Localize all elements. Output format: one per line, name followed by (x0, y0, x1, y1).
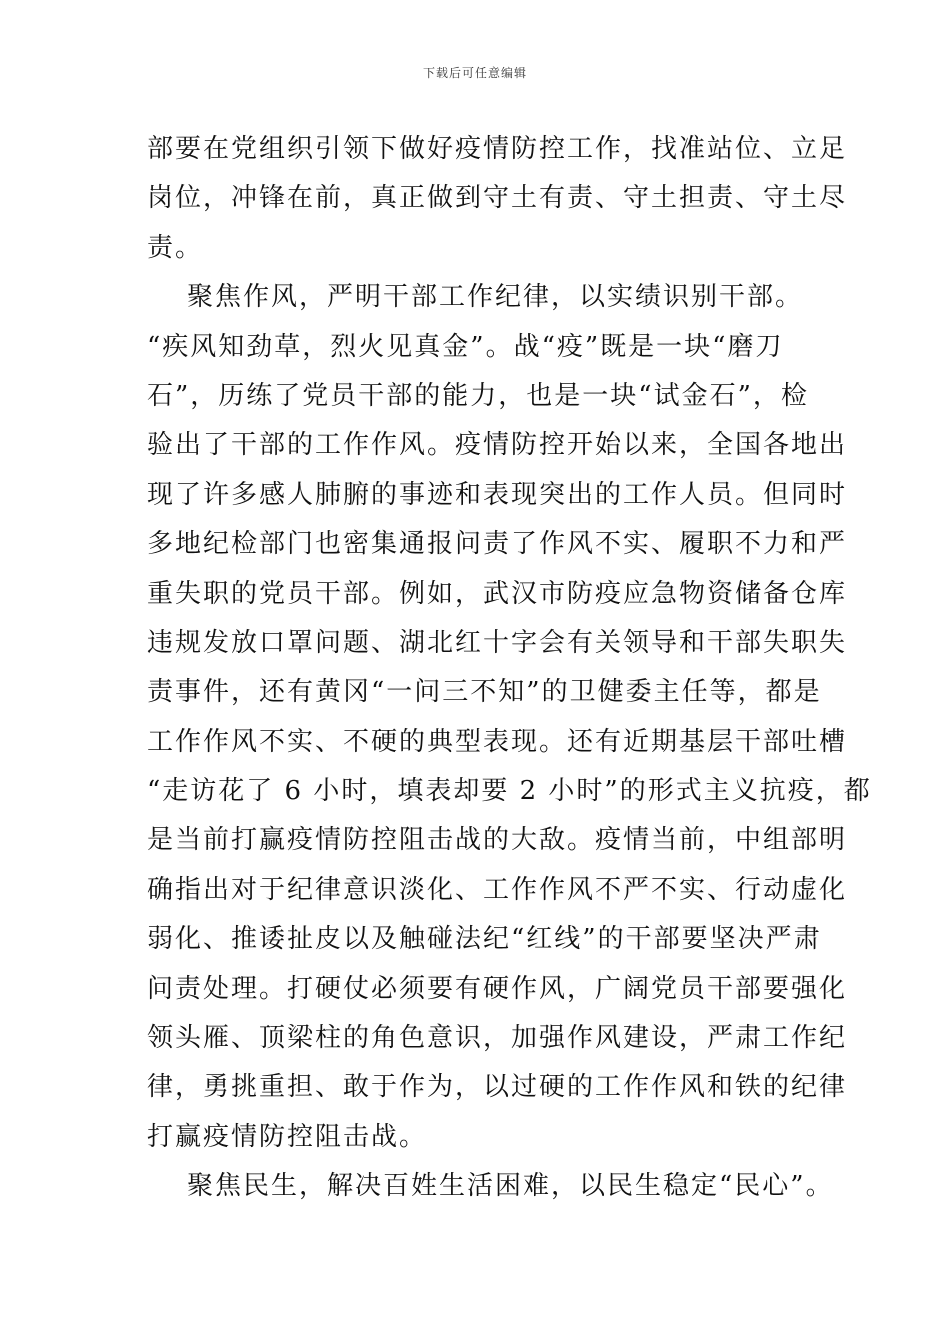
header-note: 下载后可任意编辑 (422, 66, 527, 80)
text-line: 确指出对于纪律意识淡化、工作作风不严不实、行动虚化 (147, 874, 848, 905)
text-line: 领头雁、顶梁柱的角色意识，加强作风建设，严肃工作纪 (147, 1023, 848, 1054)
text-line: 工作作风不实、不硬的典型表现。还有近期基层干部吐槽 (147, 726, 848, 757)
text-line: 打赢疫情防控阻击战。 (147, 1121, 428, 1152)
text-line: “疾风知劲草，烈火见真金”。战“疫”既是一块“磨刀 (147, 331, 784, 362)
paragraph-start-line: 聚焦民生，解决百姓生活困难，以民生稳定“民心”。 (187, 1171, 834, 1202)
text-line: 问责处理。打硬仗必须要有硬作风，广阔党员干部要强化 (147, 973, 848, 1004)
text-line: 违规发放口罩问题、湖北红十字会有关领导和干部失职失 (147, 627, 848, 658)
text-line: “走访花了 6 小时，填表却要 2 小时”的形式主义抗疫，都 (147, 776, 872, 807)
text-line: 部要在党组织引领下做好疫情防控工作，找准站位、立足 (147, 134, 848, 164)
text-line: 责事件，还有黄冈“一问三不知”的卫健委主任等，都是 (147, 677, 822, 708)
document-body (147, 125, 872, 1212)
text-line: 责。 (147, 232, 204, 263)
text-line: 现了许多感人肺腑的事迹和表现突出的工作人员。但同时 (147, 479, 848, 510)
text-line: 验出了干部的工作作风。疫情防控开始以来，全国各地出 (147, 430, 848, 461)
text-line: 岗位，冲锋在前，真正做到守土有责、守土担责、守土尽 (147, 183, 848, 214)
text-line: 律，勇挑重担、敢于作为，以过硬的工作作风和铁的纪律 (147, 1072, 848, 1103)
text-line: 是当前打赢疫情防控阻击战的大敌。疫情当前，中组部明 (147, 825, 848, 856)
text-line: 石”，历练了党员干部的能力，也是一块“试金石”，检 (147, 380, 809, 411)
text-line: 弱化、推诿扯皮以及触碰法纪“红线”的干部要坚决严肃 (147, 924, 822, 955)
text-line: 重失职的党员干部。例如，武汉市防疫应急物资储备仓库 (147, 578, 848, 609)
paragraph-start-line: 聚焦作风，严明干部工作纪律，以实绩识别干部。 (187, 282, 804, 313)
text-line: 多地纪检部门也密集通报问责了作风不实、履职不力和严 (147, 529, 848, 560)
